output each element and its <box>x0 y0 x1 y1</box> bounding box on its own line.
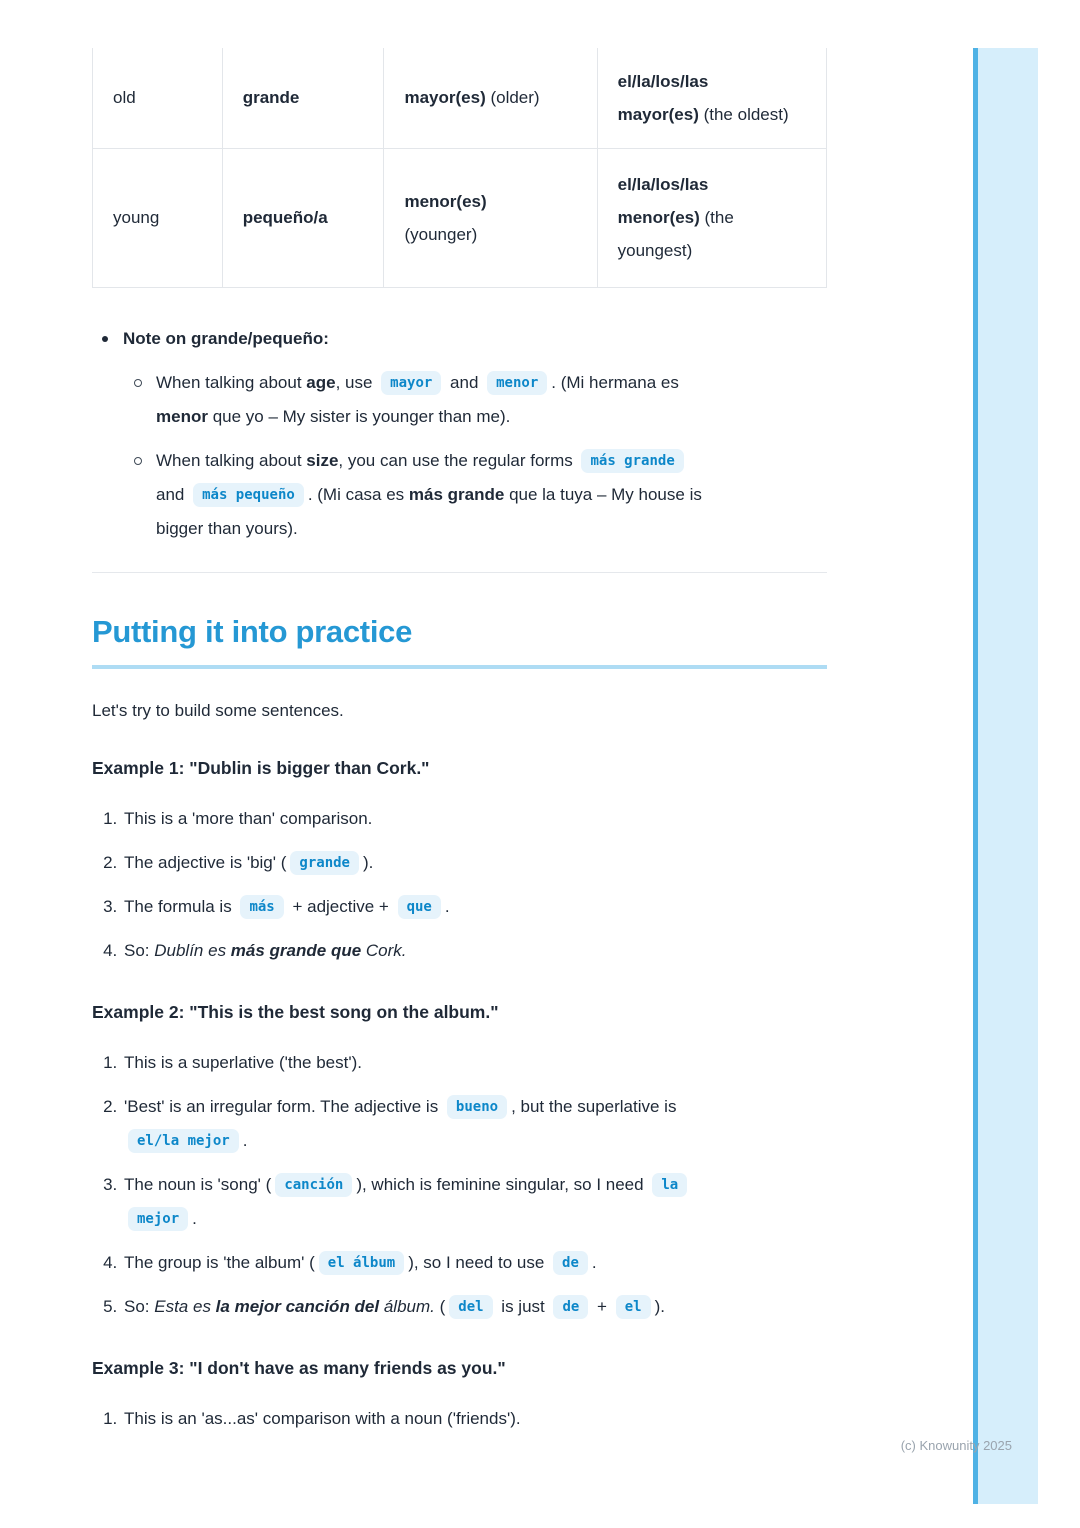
text-segment: + adjective + <box>287 896 394 916</box>
text-segment: (the <box>699 208 734 227</box>
text-segment: Note on grande/pequeño: <box>123 328 329 348</box>
text-segment: The formula is <box>124 896 237 916</box>
circle-bullet-icon <box>134 379 142 387</box>
text-segment: (younger) <box>404 224 478 244</box>
text-segment: menor(es) <box>404 191 487 211</box>
note-sub-item <box>92 366 827 434</box>
step-item <box>122 846 827 880</box>
table-row <box>93 148 827 287</box>
text-segment: , use <box>335 372 378 392</box>
text-segment: bigger than yours). <box>156 518 298 538</box>
step-item <box>122 1168 827 1236</box>
text-segment: (older) <box>485 88 540 108</box>
table-cell-comparative <box>384 148 597 287</box>
table-cell-superlative <box>597 148 826 287</box>
text-segment: álbum. <box>379 1296 435 1316</box>
example-3-title <box>92 1354 827 1382</box>
text-segment: ), which is feminine singular, so I need <box>356 1174 649 1194</box>
note-title-item <box>92 322 827 356</box>
inline-code-chip: de <box>553 1295 588 1319</box>
page-content <box>92 48 827 1446</box>
text-segment: . <box>591 1252 597 1272</box>
inline-code-chip: de <box>553 1251 588 1275</box>
text-segment: más grande que <box>230 940 362 960</box>
text-segment: When talking about <box>156 450 307 470</box>
irregular-comparatives-table <box>92 48 827 288</box>
text-segment: Example 1: "Dublin is bigger than Cork." <box>92 757 430 778</box>
table-row <box>93 48 827 148</box>
example-2-steps <box>92 1046 827 1324</box>
text-segment: size <box>306 450 339 470</box>
inline-code-chip: más grande <box>581 449 683 473</box>
text-segment: age <box>306 372 336 392</box>
text-segment: más grande <box>408 484 505 504</box>
inline-code-chip: que <box>398 895 441 919</box>
text-segment: The noun is 'song' ( <box>124 1174 272 1194</box>
step-item <box>122 1290 827 1324</box>
text-segment: Esta es <box>154 1296 216 1316</box>
text-segment: old <box>113 88 136 108</box>
inline-code-chip: el <box>616 1295 651 1319</box>
intro-paragraph: Let's try to build some sentences. <box>92 700 344 720</box>
inline-code-chip: grande <box>290 851 359 875</box>
text-segment: This is a superlative ('the best'). <box>124 1052 362 1072</box>
text-segment: . <box>192 1208 197 1228</box>
inline-code-chip: el/la mejor <box>128 1129 239 1153</box>
section-divider <box>92 572 827 573</box>
text-segment: mayor(es) <box>404 88 486 108</box>
copyright-footer: (c) Knowunity 2025 <box>900 1438 1012 1453</box>
section-heading: Putting it into practice <box>92 613 827 669</box>
text-segment: and <box>156 484 190 504</box>
inline-code-chip: canción <box>275 1173 352 1197</box>
note-title <box>123 322 827 356</box>
text-segment: menor(es) <box>617 208 700 227</box>
text-segment: grande <box>242 88 300 108</box>
text-segment: So: <box>124 1296 155 1316</box>
example-2-title <box>92 998 827 1026</box>
text-segment: mayor(es) <box>617 104 699 124</box>
text-segment: (the oldest) <box>698 104 789 124</box>
example-3-steps <box>92 1402 827 1436</box>
step-item <box>122 890 827 924</box>
inline-code-chip: mejor <box>128 1207 188 1231</box>
text-segment: que yo – My sister is younger than me). <box>207 406 511 426</box>
step-item <box>122 1090 827 1158</box>
table-cell-adjective-en <box>93 148 223 287</box>
inline-code-chip: el álbum <box>319 1251 404 1275</box>
text-segment: ). <box>654 1296 665 1316</box>
text-segment: que la tuya – My house is <box>504 484 702 504</box>
text-segment: The adjective is 'big' ( <box>124 852 287 872</box>
example-1-title <box>92 754 827 782</box>
text-segment: . <box>242 1130 248 1150</box>
inline-code-chip: del <box>449 1295 492 1319</box>
inline-code-chip: menor <box>487 371 547 395</box>
example-1-steps <box>92 802 827 968</box>
text-segment: Example 3: "I don't have as many friends as you." <box>92 1357 506 1378</box>
text-segment: la mejor canción del <box>215 1296 380 1316</box>
text-segment: pequeño/a <box>242 208 328 227</box>
text-segment: . (Mi casa es <box>307 484 409 504</box>
text-segment: This is an 'as...as' comparison with a noun ('friends'). <box>124 1408 521 1428</box>
text-segment: . <box>444 896 450 916</box>
text-segment: + <box>592 1296 612 1316</box>
table-cell-adjective-es <box>222 48 384 148</box>
text-segment: So: <box>124 940 155 960</box>
text-segment: , but the superlative is <box>511 1096 677 1116</box>
note-sub-item <box>92 444 827 546</box>
text-segment: This is a 'more than' comparison. <box>124 808 373 828</box>
table-cell-superlative <box>597 48 826 148</box>
text-segment: Dublín es <box>154 940 231 960</box>
text-segment: youngest) <box>617 241 693 260</box>
text-segment: el/la/los/las <box>617 175 709 194</box>
text-segment: young <box>113 208 160 227</box>
text-segment: Example 2: "This is the best song on the album." <box>92 1001 499 1022</box>
table-cell-adjective-es <box>222 148 384 287</box>
text-segment: ). <box>362 852 374 872</box>
bullet-icon <box>102 336 108 342</box>
text-segment: menor <box>156 406 208 426</box>
step-item <box>122 1046 827 1080</box>
text-segment: and <box>445 372 484 392</box>
text-segment: ( <box>434 1296 446 1316</box>
page-edge-band <box>978 48 1038 1504</box>
step-item <box>122 934 827 968</box>
text-segment: is just <box>496 1296 550 1316</box>
step-item <box>122 802 827 836</box>
table-cell-comparative <box>384 48 597 148</box>
text-segment: . (Mi hermana es <box>551 372 679 392</box>
text-segment: 'Best' is an irregular form. The adjective is <box>124 1096 443 1116</box>
inline-code-chip: más pequeño <box>193 483 304 507</box>
text-segment: , you can use the regular forms <box>338 450 578 470</box>
notes-bullet-list <box>92 322 827 546</box>
text-segment: ), so I need to use <box>408 1252 550 1272</box>
step-item <box>122 1402 827 1436</box>
text-segment: el/la/los/las <box>617 71 709 91</box>
inline-code-chip: la <box>652 1173 687 1197</box>
circle-bullet-icon <box>134 457 142 465</box>
inline-code-chip: más <box>240 895 283 919</box>
inline-code-chip: bueno <box>447 1095 507 1119</box>
inline-code-chip: mayor <box>381 371 441 395</box>
text-segment: The group is 'the album' ( <box>124 1252 315 1272</box>
step-item <box>122 1246 827 1280</box>
note-text <box>156 366 827 434</box>
text-segment: When talking about <box>156 372 307 392</box>
table-cell-adjective-en <box>93 48 223 148</box>
text-segment: Cork. <box>361 940 407 960</box>
note-text <box>156 444 827 546</box>
